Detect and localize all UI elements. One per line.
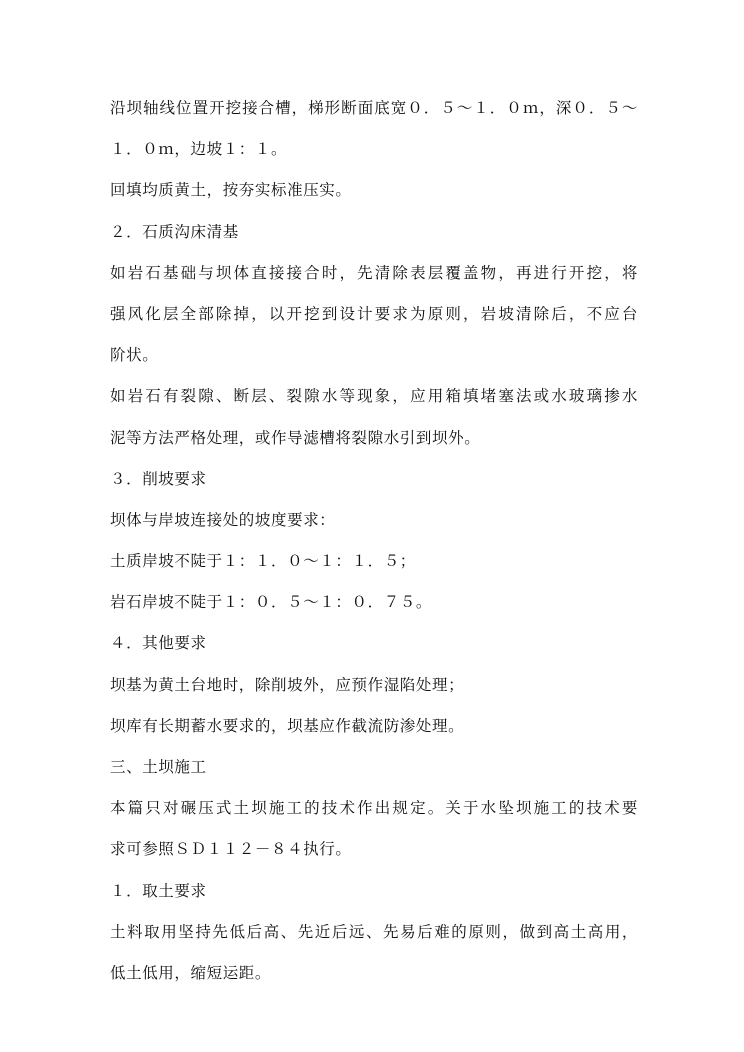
document-body: [110, 88, 638, 994]
paragraph-line: 坝库有长期蓄水要求的，坝基应作截流防渗处理。: [110, 716, 465, 735]
paragraph-line: １．０ｍ，边坡１：１。: [110, 140, 288, 159]
paragraph-line: 土料取用坚持先低后高、先近后远、先易后难的原则，做到高土高用，: [110, 922, 638, 941]
paragraph-line: 低土低用，缩短运距。: [110, 963, 272, 982]
section-heading: ２．石质沟床清基: [110, 222, 239, 241]
paragraph-line: 坝体与岸坡连接处的坡度要求：: [110, 510, 336, 529]
section-heading: １．取土要求: [110, 881, 207, 900]
paragraph-line: 求可参照ＳＤ１１２－８４执行。: [110, 840, 352, 859]
paragraph-line: 坝基为黄土台地时，除削坡外，应预作湿陷处理；: [110, 675, 465, 694]
section-heading: ３．削坡要求: [110, 469, 207, 488]
paragraph-line: 沿坝轴线位置开挖接合槽，梯形断面底宽０．５～１．０ｍ，深０．５～: [110, 99, 638, 117]
chapter-heading: 三、土坝施工: [110, 758, 207, 776]
paragraph-line: 回填均质黄土，按夯实标准压实。: [110, 181, 352, 200]
paragraph-line: 土质岸坡不陡于１：１．０～１：１．５；: [110, 552, 416, 571]
section-heading: ４．其他要求: [110, 634, 207, 653]
paragraph-line: 本篇只对碾压式土坝施工的技术作出规定。关于水坠坝施工的技术要: [110, 799, 638, 818]
paragraph-line: 岩石岸坡不陡于１：０．５～１：０．７５。: [110, 593, 433, 612]
paragraph-line: 泥等方法严格处理，或作导滤槽将裂隙水引到坝外。: [110, 428, 481, 447]
paragraph-line: 阶状。: [110, 346, 159, 365]
paragraph-line: 如岩石有裂隙、断层、裂隙水等现象，应用箱填堵塞法或水玻璃掺水: [110, 387, 638, 406]
paragraph-line: 强风化层全部除掉，以开挖到设计要求为原则，岩坡清除后，不应台: [110, 304, 638, 323]
paragraph-line: 如岩石基础与坝体直接接合时，先清除表层覆盖物，再进行开挖，将: [110, 263, 638, 282]
